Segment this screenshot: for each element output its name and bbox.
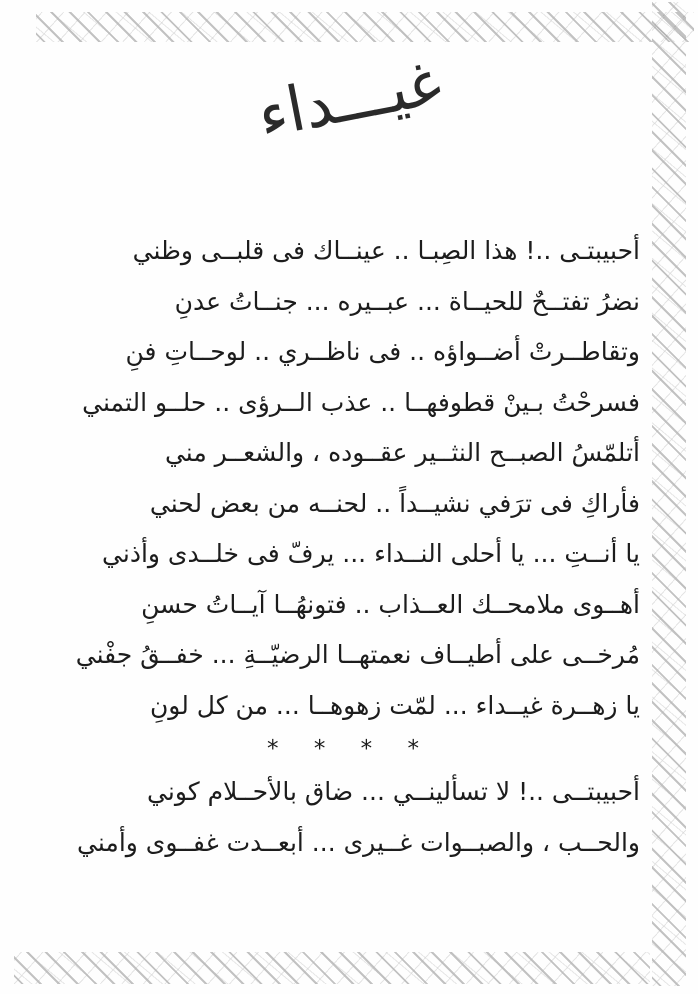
verse-line: نضرُ تفتــحٌ للحيــاة ... عبــيره ... جنــاتُ عدنِ <box>174 286 640 316</box>
verse-line: أتلمّسُ الصبــح النثــير عقــوده ، والشعــر مني <box>164 438 640 467</box>
decorative-border-top <box>36 12 694 42</box>
decorative-border-right <box>652 2 686 986</box>
stanza-separator: * * * * <box>267 736 433 762</box>
verse-line: يا أنــتِ ... يا أحلى النــداء ... يرفّ فى خلــدى وأذني <box>102 539 640 568</box>
title-area <box>0 45 698 152</box>
verse-line: فأراكِ فى ترَفي نشيــداً .. لحنــه من بعض لحني <box>149 488 640 518</box>
verse-line: أهــوى ملامحــك العــذاب .. فتونهُــا آيــاتُ حسنِ <box>141 589 640 619</box>
verse-line: أحبيبتـى ..! هذا الصِبـا .. عينــاك فى قلبــى وظني <box>132 236 640 265</box>
verse-line: أحبيبتــى ..! لا تسألينــي ... ضاق بالأحــلام كوني <box>147 777 640 806</box>
decorative-border-bottom <box>14 952 650 984</box>
poem-body <box>60 226 640 868</box>
verse-line: والحــب ، والصبــوات غــيرى ... أبعــدت غفــوى وأمني <box>77 827 640 857</box>
poem-title: غيـــداء <box>251 45 447 152</box>
verse-line: مُرخــى على أطيــاف نعمتهــا الرضيّــةِ ... خفــقُ جفْني <box>75 640 640 669</box>
verse-line: يا زهــرة غيــداء ... لمّت زهوهــا ... من كل لونِ <box>149 690 640 720</box>
verse-line: فسرحْتُ بـينْ قطوفهــا .. عذب الــرؤى .. حلــو التمني <box>82 387 640 417</box>
verse-line: وتقاطــرتْ أضــواؤه .. فى ناظــري .. لوحــاتِ فنِ <box>125 337 640 366</box>
